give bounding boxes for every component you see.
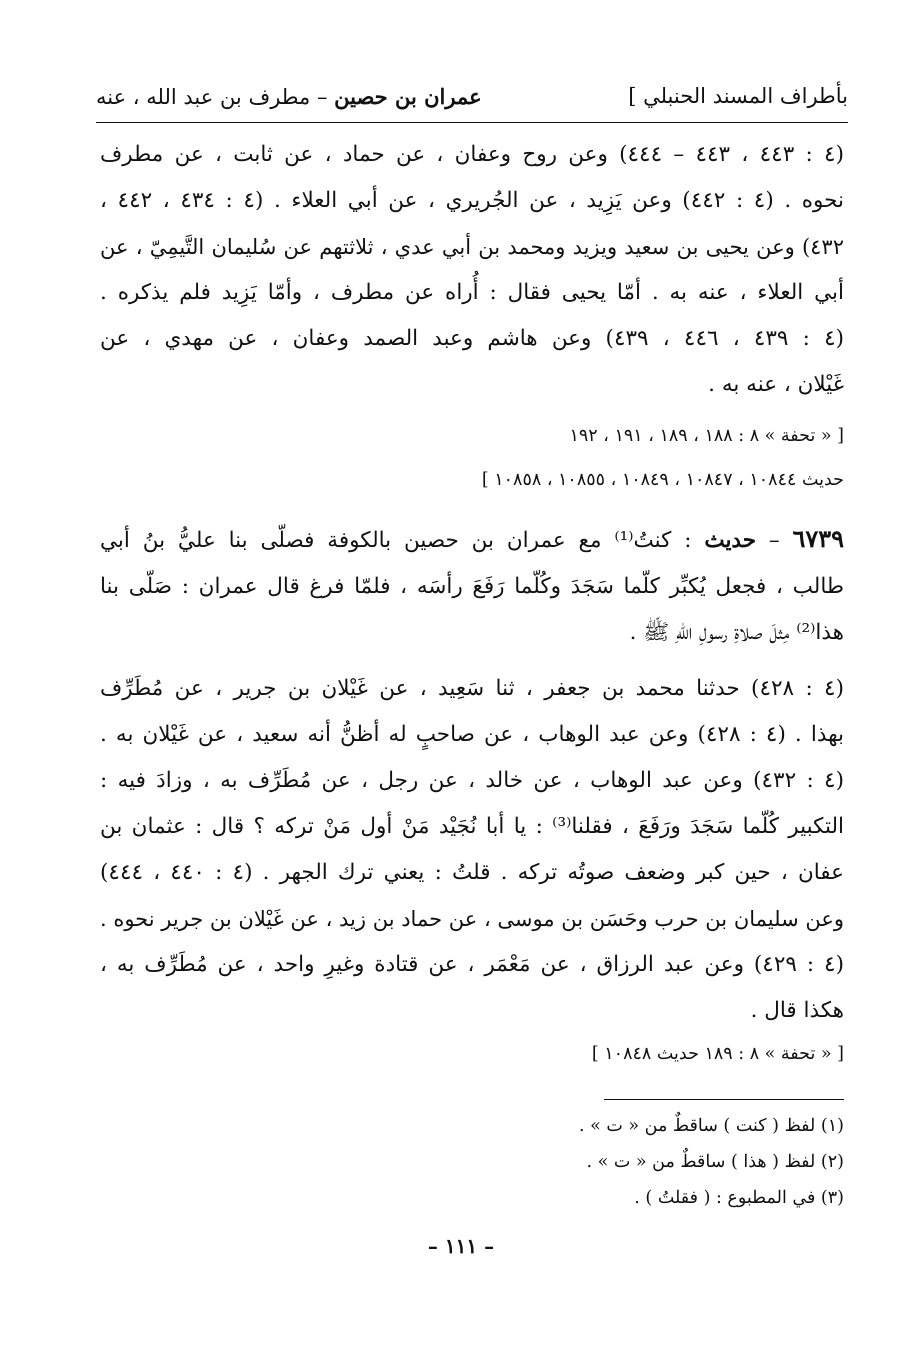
header-narrator-chain: – مطرف بن عبد الله ، عنه — [96, 85, 335, 109]
text-line: (٤ : ٤٢٨) حدثنا محمد بن جعفر ، ثنا سَعِيد ، عن غَيْلان بن جرير ، عن مُطَرِّف — [100, 676, 844, 701]
hadith-line-1-text: : كنتُ⁽¹⁾ مع عمران بن حصين بالكوفة فصلّى بنا عليُّ بنُ أبي — [100, 528, 705, 553]
footnotes — [400, 1108, 844, 1216]
reference-line: حديث ١٠٨٤٤ ، ١٠٨٤٧ ، ١٠٨٤٩ ، ١٠٨٥٥ ، ١٠٨٥٨ ] — [481, 470, 844, 490]
tuhfa-reference-2 — [100, 1032, 844, 1076]
text-line: التكبير كُلّما سَجَدَ ورَفَعَ ، فقلنا⁽³⁾ : يا أبا نُجَيْد مَنْ أول مَنْ تركه ؟ قال : عثمان بن — [100, 814, 844, 839]
hadith-text — [100, 516, 844, 656]
text-line: (٤ : ٤٢٩) وعن عبد الرزاق ، عن مَعْمَر ، عن قتادة وغيرِ واحد ، عن مُطَرِّف به ، — [100, 952, 844, 977]
footnote: (٢) لفظ ( هذا ) ساقطٌ من « ت » . — [586, 1152, 844, 1172]
footnote: (٣) في المطبوع : ( فقلتُ ) . — [634, 1188, 844, 1208]
text-line: هكذا قال . — [750, 998, 844, 1023]
text-line: أبي العلاء ، عنه به . أمّا يحيى فقال : أُراه عن مطرف ، وأمّا يَزِيد فلم يذكره . — [100, 280, 844, 305]
text-line: نحوه . (٤ : ٤٤٢) وعن يَزِيد ، عن الجُريري ، عن أبي العلاء . (٤ : ٤٣٤ ، ٤٤٢ ، — [100, 188, 844, 213]
header-companion-name: عمران بن حصين — [334, 84, 482, 109]
hadith-number: ٦٧٣٩ — [792, 524, 844, 553]
footnote-rule — [604, 1099, 844, 1100]
text-line: بهذا . (٤ : ٤٢٨) وعن عبد الوهاب ، عن صاحبٍ له أظنُّ أنه سعيد ، عن غَيْلان به . — [100, 722, 844, 747]
header-section-title — [96, 84, 482, 109]
text-line: غَيْلان ، عنه به . — [708, 372, 844, 397]
chains-paragraph-2 — [100, 666, 844, 1034]
hadith-line — [100, 516, 844, 564]
chains-paragraph-1 — [100, 132, 844, 408]
text-line: (٤ : ٤٤٣ ، ٤٤٣ – ٤٤٤) وعن روح وعفان ، عن حماد ، عن ثابت ، عن مطرف — [100, 142, 844, 167]
hadith-label: حديث — [704, 528, 756, 553]
text-line: (٤ : ٤٣٢) وعن عبد الوهاب ، عن خالد ، عن رجل ، عن مُطَرِّف به ، وزادَ فيه : — [100, 768, 844, 793]
page-number: – ١١١ – — [427, 1234, 495, 1258]
running-header — [96, 84, 848, 120]
text-line: ٤٣٢) وعن يحيى بن سعيد ويزيد ومحمد بن أبي عدي ، ثلاثتهم عن سُليمان التَّيمِيّ ، عن — [100, 235, 844, 259]
text-line: وعن سليمان بن حرب وحَسَن بن موسى ، عن حماد بن زيد ، عن غَيْلان بن جرير نحوه . — [99, 907, 844, 931]
text-line: عفان ، حين كبر وضعف صوتُه تركه . قلتُ : يعني ترك الجهر . (٤ : ٤٤٠ ، ٤٤٤) — [100, 860, 844, 885]
footnote: (١) لفظ ( كنت ) ساقطٌ من « ت » . — [578, 1116, 844, 1136]
reference-line: [ « تحفة » ٨ : ١٨٨ ، ١٨٩ ، ١٩١ ، ١٩٢ — [569, 426, 844, 446]
hadith-line: طالب ، فجعل يُكبِّر كلّما سَجَدَ وكُلّما رَفَعَ رأسَه ، فلمّا فرغ قال عمران : صَلّى بنا — [100, 574, 844, 599]
header-book-title: بأطراف المسند الحنبلي ] — [628, 84, 848, 108]
text-line: (٤ : ٤٣٩ ، ٤٤٦ ، ٤٣٩) وعن هاشم وعبد الصمد وعفان ، عن مهدي ، عن — [100, 326, 845, 351]
hadith-dash: – — [756, 528, 793, 553]
hadith-line: هذا⁽²⁾ مِثلَ صلاةِ رسولِ اللهِ ﷺ . — [629, 620, 844, 645]
tuhfa-reference-1 — [100, 414, 844, 502]
header-rule — [96, 122, 848, 123]
reference-line: [ « تحفة » ٨ : ١٨٩ حديث ١٠٨٤٨ ] — [591, 1044, 844, 1064]
